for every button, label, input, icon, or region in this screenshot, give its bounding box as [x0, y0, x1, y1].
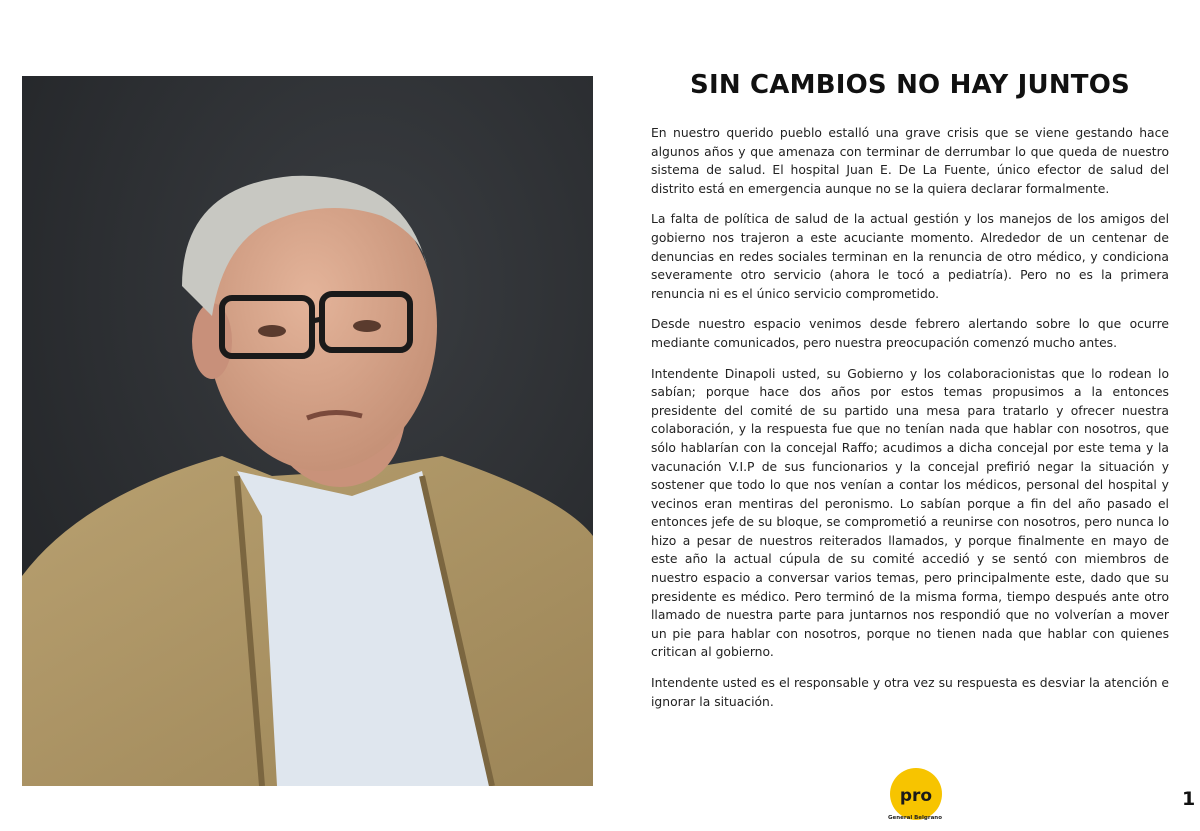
page-number: 1	[1182, 788, 1196, 810]
paragraph: Desde nuestro espacio venimos desde febrero alertando sobre lo que ocurre mediante comunicados, pero nuestra preocupación comenzó mucho antes.	[651, 317, 1169, 350]
paragraph: Intendente usted es el responsable y otra vez su respuesta es desviar la atención e ignorar la situación.	[651, 676, 1169, 709]
svg-text:pro: pro	[899, 786, 933, 806]
portrait-photo	[22, 76, 593, 786]
paragraph: La falta de política de salud de la actual gestión y los manejos de los amigos del gobierno nos trajeron a este acuciante momento. Alrededor de un centenar de denuncias en redes sociales terminan en la renuncia de otro médico, y condiciona severamente otro servicio (ahora le tocó a pediatría). Pero no es la primera renuncia ni es el único servicio comprometido.	[651, 212, 1169, 301]
paragraph: Intendente Dinapoli usted, su Gobierno y los colaboracionistas que lo rodean lo sabían; porque hace dos años por estos temas propusimos a la entonces presidente del comité de su partido una mesa para tratarlo y ofrecer nuestra colaboración, y la respuesta fue que no tenían nada que hablar con nosotros, que sólo hablarían con la concejal Raffo; acudimos a dicha concejal por este tema y la vacunación V.I.P de sus funcionarios y la concejal prefirió negar la situación y sostener que todo lo que nos venían a contar los médicos, personal del hospital y vecinos eran mentiras del peronismo. Lo sabían porque a fin del año pasado el entonces jefe de su bloque, se comprometió a reunirse con nosotros, pero nunca lo hizo a pesar de nuestros reiterados llamados, y porque finalmente en mayo de este año la actual cúpula de su comité accedió y se sentó con miembros de nuestro espacio a conversar varios temas, pero principalmente este, dado que su presidente es médico. Pero terminó de la misma forma, tiempo después ante otro llamado de nuestra parte para juntarnos nos respondió que no volverían a mover un pie para hablar con nosotros, porque no tienen nada que hablar con quienes critican al gobierno.	[651, 366, 1169, 660]
document-title: SIN CAMBIOS NO HAY JUNTOS	[690, 70, 1130, 100]
pro-logo	[888, 766, 944, 822]
document-body	[651, 124, 1169, 723]
paragraph: En nuestro querido pueblo estalló una grave crisis que se viene gestando hace algunos años y que amenaza con terminar de derrumbar lo que queda de nuestro sistema de salud. El hospital Juan E. De La Fuente, único efector de salud del distrito está en emergencia aunque no se la quiera declarar formalmente.	[651, 126, 1169, 196]
logo-caption: General Belgrano	[888, 815, 942, 821]
